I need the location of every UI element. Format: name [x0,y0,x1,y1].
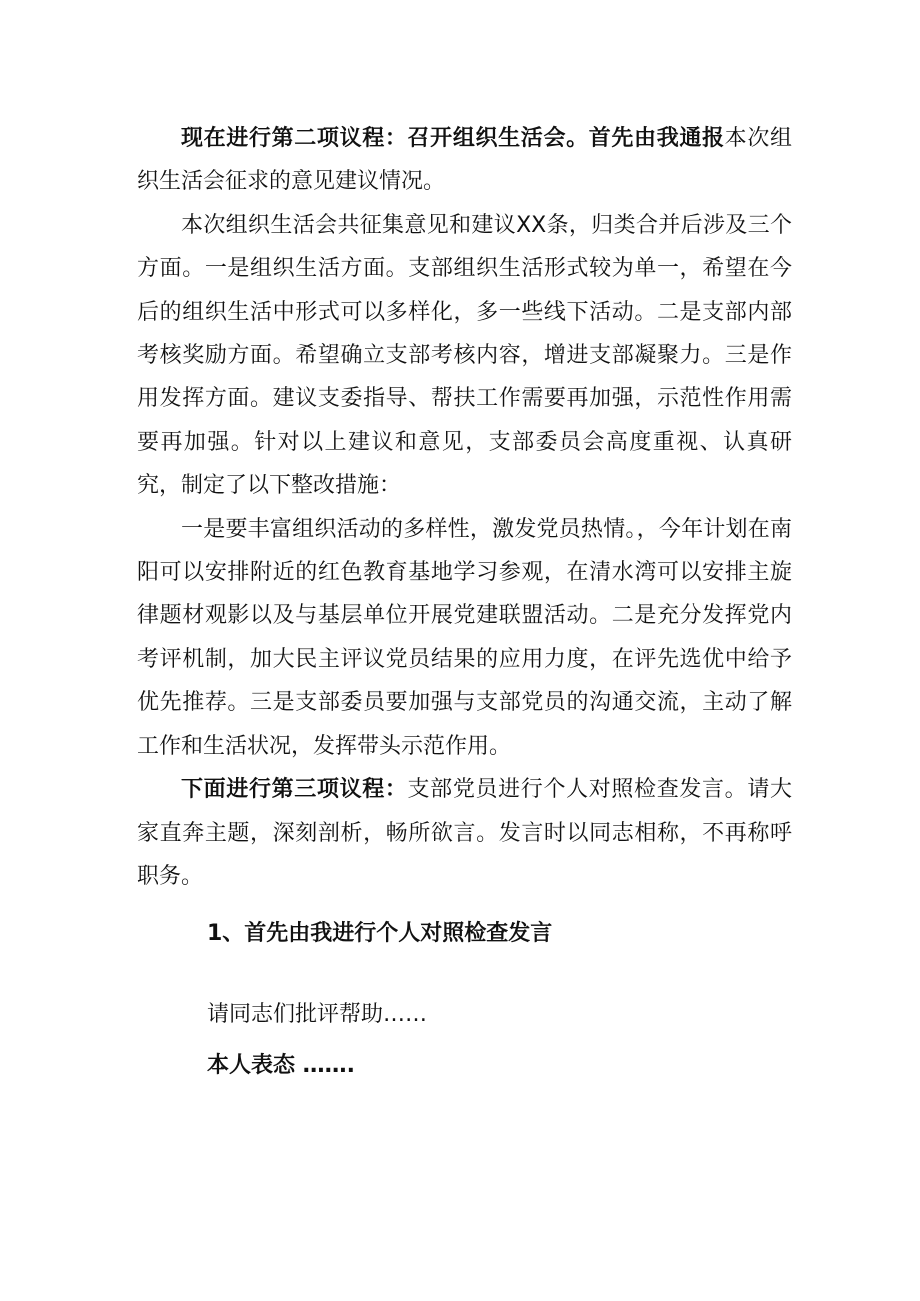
agenda-item-3-paragraph [137,768,792,898]
agenda-item-2-lead: 现在进行第二项议程：召开组织生活会。首先由我通报 [181,126,725,151]
criticism-request-line: 请同志们批评帮助…… [207,1002,428,1028]
feedback-summary-paragraph: 本次组织生活会共征集意见和建议XX条，归类合并后涉及三个方面。一是组织生活方面。支部组织生活形式较为单一，希望在今后的组织生活中形式可以多样化，多一些线下活动。二是支部内部考核奖励方面。希望确立支部考核内容，增进支部凝聚力。三是作用发挥方面。建议支委指导、帮扶工作需要再加强，示范性作用需要再加强。针对以上建议和意见，支部委员会高度重视、认真研究，制定了以下整改措施： [137,212,792,499]
rectification-measures-paragraph: 一是要丰富组织活动的多样性，激发党员热情。，今年计划在南阳可以安排附近的红色教育基地学习参观，在清水湾可以安排主旋律题材观影以及与基层单位开展党建联盟活动。二是充分发挥党内考评机制，加大民主评议党员结果的应用力度，在评先选优中给予优先推荐。三是支部委员要加强与支部党员的沟通交流，主动了解工作和生活状况，发挥带头示范作用。 [137,516,792,759]
agenda-item-3-lead: 下面进行第三项议程： [181,777,408,803]
speech-item-1-heading: 1、首先由我进行个人对照检查发言 [207,921,553,947]
agenda-item-2-paragraph [137,117,792,204]
self-statement-line: 本人表态 ……. [207,1053,356,1079]
document-body [137,117,792,1087]
agenda-item-3-text: 支部党员进行个人对照检查发言。请大家直奔主题，深刻剖析，畅所欲言。发言时以同志相称，不再称呼职务。 [137,777,792,889]
agenda-item-2-text: 本次组织生活会征求的意见建议情况。 [137,126,792,195]
